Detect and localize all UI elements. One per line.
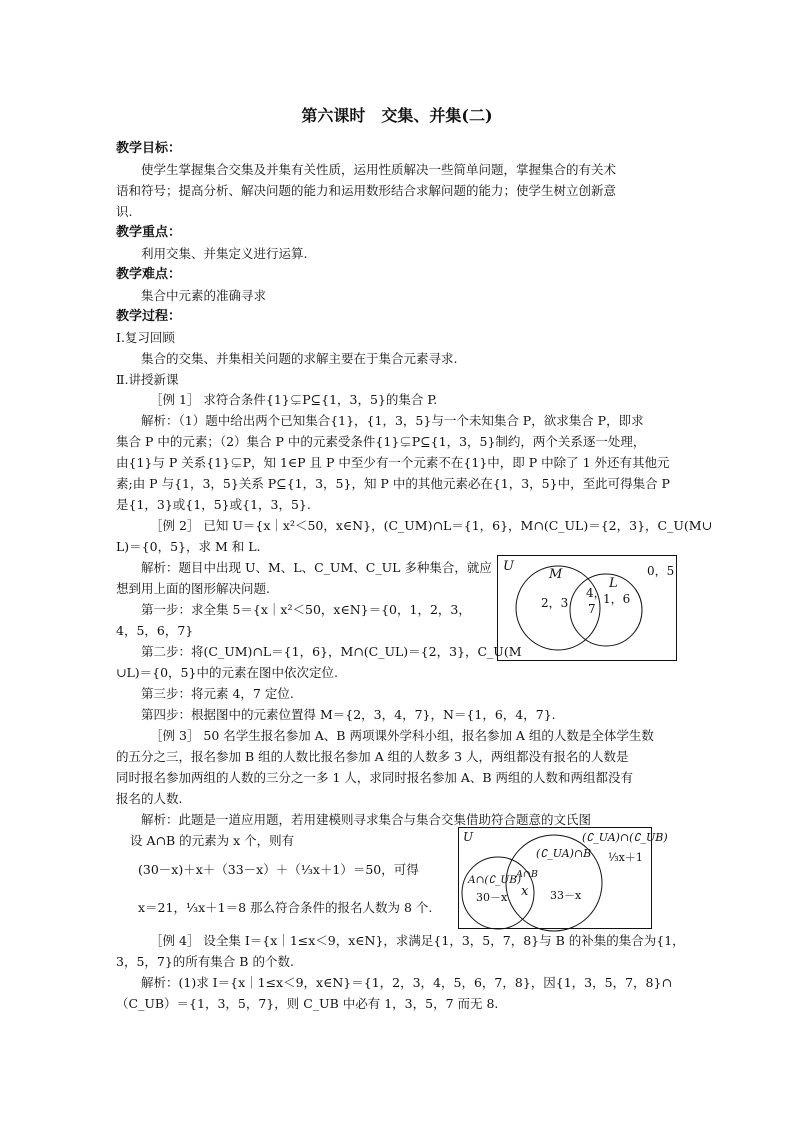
objectives-line-3: 识. xyxy=(116,204,133,219)
keypoint-text: 利用交集、并集定义进行运算. xyxy=(141,246,308,261)
example-1-line-4: 由{1}与 P 关系{1}⊊P，知 1∈P 且 P 中至少有一个元素不在{1}中，即 P 中除了 1 外还有其他元 xyxy=(116,455,670,470)
example-1-line-1: ［例 1］ 求符合条件{1}⊊P⊆{1，3，5}的集合 P. xyxy=(150,392,438,407)
example-3-line-4: 报名的人数. xyxy=(116,791,183,806)
difficulty-text: 集合中元素的准确寻求 xyxy=(141,288,267,303)
example-3-line-7: (30－x)＋x＋（33－x）＋（⅓x＋1）＝50，可得 xyxy=(138,862,419,877)
venn-diagram-a-b xyxy=(458,827,668,929)
example-1-line-2: 解析：（1）题中给出两个已知集合{1}，{1，3，5}与一个未知集合 P，欲求集合 P，即求 xyxy=(141,413,644,428)
venn-diagram-m-l xyxy=(497,555,677,661)
venn-outside-values: 0，5 xyxy=(647,564,675,578)
example-4-line-2: 3，5，7}的所有集合 B 的个数. xyxy=(116,954,294,969)
example-2-line-9: 第三步：将元素 4，7 定位. xyxy=(141,686,294,701)
example-2-line-7: 第二步：将(C_UM)∩L＝{1，6}，M∩(C_UL)＝{2，3}，C_U(M xyxy=(141,644,522,659)
venn2-a-only-label: A∩(∁_UB) xyxy=(468,874,522,886)
example-2-line-8: ∪L)＝{0，5}中的元素在图中依次定位. xyxy=(116,665,338,680)
example-2-line-3: 解析：题目中出现 U、M、L、C_UM、C_UL 多种集合，就应 xyxy=(141,560,492,575)
venn2-outside-label: (∁_UA)∩(∁_UB) xyxy=(582,831,668,844)
venn2-b-only-value: 33－x xyxy=(550,889,582,902)
example-2-line-10: 第四步：根据图中的元素位置得 M＝{2，3，4，7}，N＝{1，6，4，7}. xyxy=(141,707,556,722)
example-4-line-4: （C_UB）＝{1，3，5，7}，则 C_UB 中必有 1，3，5，7 而无 8. xyxy=(116,996,499,1011)
section-1-text: 集合的交集、并集相关问题的求解主要在于集合元素寻求. xyxy=(141,351,458,366)
venn2-intersection-label: A∩B xyxy=(516,869,538,880)
example-4-line-3: 解析：(1)求 I＝{x｜1≤x＜9，x∈N}＝{1，2，3，4，5，6，7，8}，因{1，3，5，7，8}∩ xyxy=(141,975,672,990)
venn-l-only-values: 1，6 xyxy=(603,592,631,606)
venn2-a-only-value: 30－x xyxy=(476,891,508,904)
example-3-line-1: ［例 3］ 50 名学生报名参加 A、B 两项课外学科小组，报名参加 A 组的人数是全体学生数 xyxy=(150,728,654,743)
example-3-line-3: 同时报名参加两组的人数的三分之一多 1 人，求同时报名参加 A、B 两组的人数和两组都没有 xyxy=(116,770,634,785)
objectives-line-1: 使学生掌握集合交集及并集有关性质，运用性质解决一些简单问题，掌握集合的有关术 xyxy=(141,162,617,177)
objectives-heading: 教学目标： xyxy=(116,141,182,156)
difficulty-heading: 教学难点： xyxy=(116,267,182,282)
example-4-line-1: ［例 4］ 设全集 I＝{x｜1≤x＜9，x∈N}，求满足{1，3，5，7，8}与 B 的补集的集合为{1， xyxy=(150,933,685,948)
venn-l-label: L xyxy=(609,576,618,591)
section-2-heading: Ⅱ.讲授新课 xyxy=(116,372,179,387)
venn-intersection-bottom: 7 xyxy=(588,602,596,616)
example-2-line-4: 想到用上面的图形解决问题. xyxy=(116,581,270,596)
example-3-line-8: x＝21，⅓x＋1＝8 那么符合条件的报名人数为 8 个. xyxy=(138,900,433,915)
process-heading: 教学过程： xyxy=(116,309,182,324)
venn2-outside-value: ⅓x＋1 xyxy=(608,851,643,864)
venn2-b-only-label: (∁_UA)∩B xyxy=(536,847,592,860)
venn-m-label: M xyxy=(549,567,563,582)
venn-m-only-values: 2，3 xyxy=(541,596,569,610)
venn-intersection-top: 4， xyxy=(586,586,606,600)
venn-u-label: U xyxy=(503,559,514,574)
example-3-line-5: 解析：此题是一道应用题，若用建模则寻求集合与集合交集借助符合题意的文氏图 xyxy=(141,812,592,827)
keypoint-heading: 教学重点： xyxy=(116,225,182,240)
section-1-heading: Ⅰ.复习回顾 xyxy=(116,330,175,345)
example-3-line-6: 设 A∩B 的元素为 x 个，则有 xyxy=(130,833,295,848)
objectives-line-2: 语和符号；提高分析、解决问题的能力和运用数形结合求解问题的能力；使学生树立创新意 xyxy=(116,183,617,198)
example-1-line-3: 集合 P 中的元素；（2）集合 P 中的元素受条件{1}⊊P⊆{1，3，5}制约，两个关系逐一处理， xyxy=(116,434,646,449)
example-3-line-2: 的五分之三，报名参加 B 组的人数比报名参加 A 组的人数多 3 人，两组都没有报名的人数是 xyxy=(116,749,629,764)
venn2-intersection-value: x xyxy=(521,884,529,899)
example-2-line-2: L)＝{0，5}，求 M 和 L. xyxy=(116,539,261,554)
example-2-line-1: ［例 2］ 已知 U＝{x｜x²＜50，x∈N}，(C_UM)∩L＝{1，6}，M∩(C_UL)＝{2，3}，C_U(M∪ xyxy=(150,518,713,533)
venn2-u-label: U xyxy=(463,830,474,844)
page-title: 第六课时 交集、并集(二) xyxy=(301,106,493,125)
example-1-line-6: 是{1，3}或{1，5}或{1，3，5}. xyxy=(116,497,311,512)
example-2-line-6: 4，5，6，7} xyxy=(116,623,194,638)
example-1-line-5: 素;由 P 与{1，3，5}关系 P⊆{1，3，5}，知 P 中的其他元素必在{1，3，5}中，至此可得集合 P xyxy=(116,476,670,491)
example-2-line-5: 第一步：求全集 5＝{x｜x²＜50，x∈N}＝{0，1，2，3， xyxy=(141,602,471,617)
